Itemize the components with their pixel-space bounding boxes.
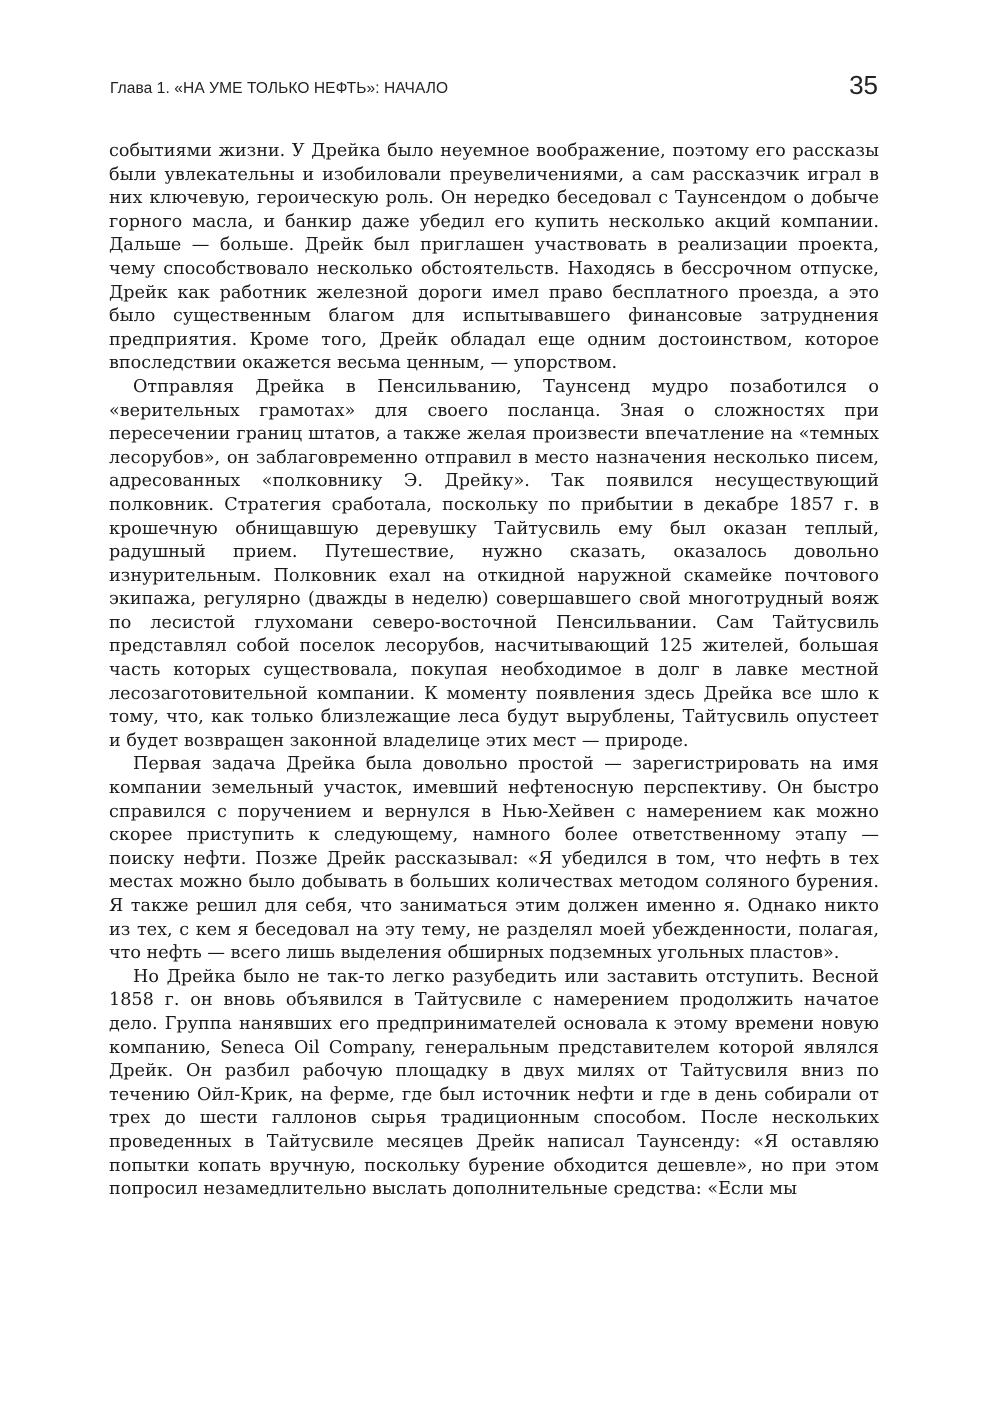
running-head: Глава 1. «НА УМЕ ТОЛЬКО НЕФТЬ»: НАЧАЛО (110, 80, 449, 97)
paragraph: Первая задача Дрейка была довольно простой — зарегистрировать на имя компании земельный участок, имевший нефтеносную перспективу. Он быстро справился с поручением и вернулся в Нью-Хейвен с намерением как можно скорее приступить к следующему, намного более ответственному этапу — поиску нефти. Позже Дрейк рассказывал: «Я убедился в том, что нефть в тех местах можно было добывать в больших количествах методом соляного бурения. Я также решил для себя, что заниматься этим должен именно я. Однако никто из тех, с кем я беседовал на эту тему, не разделял моей убежденности, полагая, что нефть — всего лишь выделения обширных подземных угольных пластов». (109, 754, 879, 964)
body-text (109, 140, 879, 1202)
page-number: 35 (849, 70, 878, 100)
paragraph: событиями жизни. У Дрейка было неуемное воображение, поэтому его рассказы были увлекательны и изобиловали преувеличениями, а сам рассказчик играл в них ключевую, героическую роль. Он нередко беседовал с Таунсендом о добыче горного масла, и банкир даже убедил его купить несколько акций компании. Дальше — больше. Дрейк был приглашен участвовать в реализации проекта, чему способствовало несколько обстоятельств. Находясь в бессрочном отпуске, Дрейк как работник железной дороги имел право бесплатного проезда, а это было существенным благом для испытывавшего финансовые затруднения предприятия. Кроме того, Дрейк обладал еще одним достоинством, которое впоследствии окажется весьма ценным, — упорством. (109, 141, 879, 374)
paragraph: Но Дрейка было не так-то легко разубедить или заставить отступить. Весной 1858 г. он вновь объявился в Тайтусвиле с намерением продолжить начатое дело. Группа нанявших его предпринимателей основала к этому времени новую компанию, Seneca Oil Company, генеральным представителем которой являлся Дрейк. Он разбил рабочую площадку в двух милях от Тайтусвиля вниз по течению Ойл-Крик, на ферме, где был источник нефти и где в день собирали от трех до шести галлонов сырья традиционным способом. После нескольких проведенных в Тайтусвиле месяцев Дрейк написал Таунсенду: «Я оставляю попытки копать вручную, поскольку бурение обходится дешевле», но при этом попросил незамедлительно выслать дополнительные средства: «Если мы (109, 966, 879, 1200)
paragraph: Отправляя Дрейка в Пенсильванию, Таунсенд мудро позаботился о «верительных грамотах» для своего посланца. Зная о сложностях при пересечении границ штатов, а также желая произвести впечатление на «темных лесорубов», он заблаговременно отправил в место назначения несколько писем, адресованных «полковнику Э. Дрейку». Так появился несуществующий полковник. Стратегия сработала, поскольку по прибытии в декабре 1857 г. в крошечную обнищавшую деревушку Тайтусвиль ему был оказан теплый, радушный прием. Путешествие, нужно сказать, оказалось довольно изнурительным. Полковник ехал на откидной наружной скамейке почтового экипажа, регулярно (дважды в неделю) совершавшего свой многотрудный вояж по лесистой глухомани северо-восточной Пенсильвании. Сам Тайтусвиль представлял собой поселок лесорубов, насчитывающий 125 жителей, большая часть которых существовала, покупая необходимое в долг в лавке местной лесозаготовительной компании. К моменту появления здесь Дрейка все шло к тому, что, как только близлежащие леса будут вырублены, Тайтусвиль опустеет и будет возвращен законной владелице этих мест — природе. (109, 376, 879, 751)
